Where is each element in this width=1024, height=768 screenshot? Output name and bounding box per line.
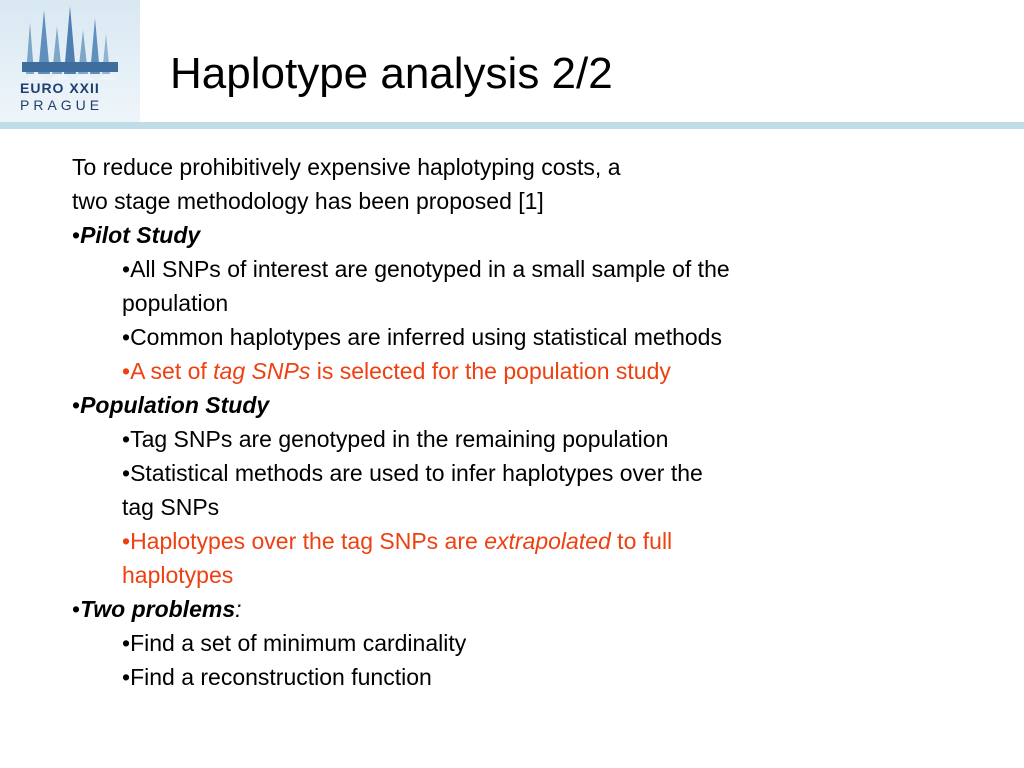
bullet-mark: •: [122, 324, 131, 350]
population-item-3-post: to full: [610, 528, 673, 554]
problem-item-2: [72, 660, 972, 694]
pilot-item-1-cont: population: [122, 290, 229, 316]
intro-line-1: To reduce prohibitively expensive haplotyping costs, a: [72, 154, 621, 180]
euro-xxii-prague-logo: [0, 0, 140, 122]
pilot-item-2-text: Common haplotypes are inferred using statistical methods: [130, 324, 722, 350]
logo-text-prague: PRAGUE: [20, 97, 104, 113]
slide-header: [0, 0, 1024, 122]
bullet-mark: •: [122, 528, 131, 554]
population-study-heading: Population Study: [80, 392, 270, 418]
pilot-item-3: [72, 354, 972, 388]
prague-castle-icon: [18, 4, 122, 80]
bullet-mark: •: [72, 596, 81, 622]
header-divider: [0, 122, 1024, 129]
bullet-mark: •: [122, 460, 131, 486]
bullet-mark: •: [122, 358, 131, 384]
population-item-3-emphasis: extrapolated: [484, 528, 611, 554]
bullet-pilot-study: [72, 218, 972, 252]
population-item-3-pre: Haplotypes over the tag SNPs are: [130, 528, 485, 554]
intro-line-2: two stage methodology has been proposed [1]: [72, 188, 544, 214]
bullet-mark: •: [72, 392, 81, 418]
population-item-2: [72, 456, 972, 490]
bullet-mark: •: [122, 426, 131, 452]
problem-item-1-text: Find a set of minimum cardinality: [130, 630, 467, 656]
pilot-item-3-post: is selected for the population study: [310, 358, 671, 384]
population-item-1-text: Tag SNPs are genotyped in the remaining population: [130, 426, 669, 452]
population-item-2-cont: tag SNPs: [122, 494, 220, 520]
logo-text-euro: EURO XXII: [20, 80, 100, 96]
population-item-1: [72, 422, 972, 456]
slide-body: [72, 150, 972, 694]
pilot-item-1-text: All SNPs of interest are genotyped in a small sample of the: [130, 256, 730, 282]
problem-item-2-text: Find a reconstruction function: [130, 664, 432, 690]
bullet-mark: •: [122, 664, 131, 690]
bullet-two-problems: [72, 592, 972, 626]
pilot-item-3-pre: A set of: [130, 358, 214, 384]
problem-item-1: [72, 626, 972, 660]
pilot-item-2: [72, 320, 972, 354]
pilot-item-3-emphasis: tag SNPs: [213, 358, 311, 384]
bullet-mark: •: [72, 222, 81, 248]
population-item-3-cont: haplotypes: [122, 562, 234, 588]
pilot-item-1: [72, 252, 972, 286]
bullet-population-study: [72, 388, 972, 422]
population-item-2-text: Statistical methods are used to infer haplotypes over the: [130, 460, 703, 486]
two-problems-heading: Two problems: [80, 596, 236, 622]
population-item-3: [72, 524, 972, 558]
bullet-mark: •: [122, 630, 131, 656]
pilot-study-heading: Pilot Study: [80, 222, 201, 248]
two-problems-colon: :: [235, 596, 242, 622]
slide-title: Haplotype analysis 2/2: [170, 49, 613, 98]
bullet-mark: •: [122, 256, 131, 282]
